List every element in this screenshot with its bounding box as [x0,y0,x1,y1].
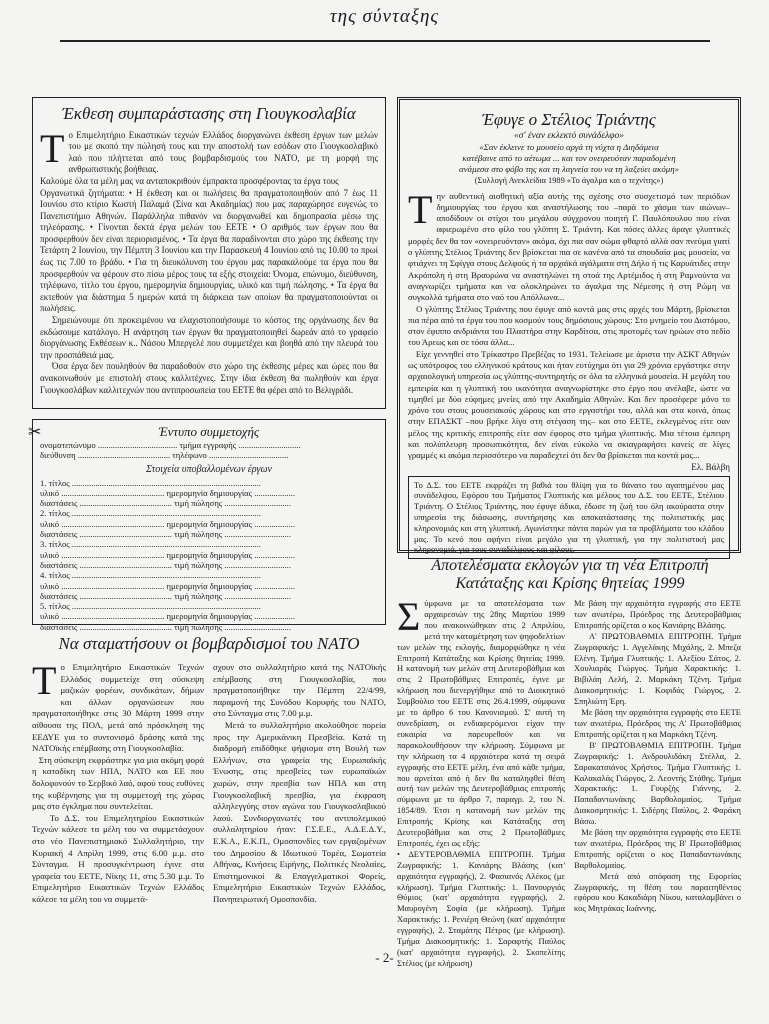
exhibition-paragraph-4: Όσα έργα δεν πουληθούν θα παραδοθούν στο χώρο της έκθεσης μέρες και ώρες που θα ανακοινωθούν με επιστολή στους καλλιτέχνες. Στην ίδια έκθεση θα πωληθούν και έργα Γιουγκοσλάβων καλλιτεχνών που αντιπροσωπεία του ΕΕΤΕ θα φέρει από το Βελιγράδι. [40,361,381,395]
elections-dropcap: Σ [397,594,421,639]
triantis-quote: «Σαν έκλεινε το μουσείο αργά τη νύχτα η Διηδάμεια κατέβαινε από το αέτωμα ... και τον ονειρευόταν παραδομένη ανάμεσα στο φόβο της και τη λαγνεία του να τη λαξεύει ακόμη» [459,141,679,174]
elections-text-2: Με βάση την αρχαιότητα εγγραφής στο ΕΕΤΕ των ανωτέρω, Πρόεδρος της Δευτεροβάθμιας Επιτροπής ορίζεται ο κος Κανιάρης Βλάσης. Α' ΠΡΩΤΟΒΑΘΜΙΑ ΕΠΙΤΡΟΠΗ. Τμήμα Ζωγραφικής: 1. Αγγελάκης Μιχάλης, 2. Μπεζα Ελένη. Τμήμα Γλυπτικής: 1. Αλεξίου Σάτος, 2. Χουλιαράς Γιώργος. Τμήμα Χαρακτικής: 1. Βιβιλάη Λελή, 2. Μαρκάκη Τζένη. Τμήμα Διακοσμητικής: 1. Κοφιδάς Γιώργος, 2. Σπηλιώτη Έρη. Με βάση την αρχαιότητα εγγραφής στο ΕΕΤΕ των ανωτέρω, Πρόεδρος της Α' Πρωτοβάθμιας Επιτροπής ορίζεται η κα Μαρκάκη Τζένη. Β' ΠΡΩΤΟΒΑΘΜΙΑ ΕΠΙΤΡΟΠΗ. Τμήμα Ζωγραφικής: 1. Ανδρουλιδάκη Στέλλα, 2. Σαρακατσιάνος Χρήστος. Τμήμα Γλυπτικής: 1. Καλακαλάς Γιώργος, 2. Λεοντής Στάθης. Τμήμα Χαρακτικής: 1. Γουρζής Γιάννης, 2. Παπαδαντωνάκης Βαρθολομαίος. Τμήμα Διακοσμητικής: 1. Σιδέρης Παύλος, 2. Φαράκη Βάσω. Με βάση την αρχαιότητα εγγραφής στο ΕΕΤΕ των ανωτέρω, Πρόεδρος της Β' Πρωτοβάθμιας Επιτροπής ορίζεται ο κος Παπαδαντωνάκης Βαρθολομαίος. Μετά από απόφαση της Εφορείας Ζωγραφικής, τη θέση του παραιτηθέντος εφόρου κου Κακαδιάρη Νίκου, καταλαμβάνει ο κος Μητράκας Ιωάννης. [574,598,742,914]
form-line[interactable]: ονοματεπώνυμο ..................................... τμήμα εγγραφής ............................. [40,440,301,450]
form-line[interactable]: διαστάσεις ........................................... τιμή πώλησης ............................... [40,559,291,570]
form-line[interactable]: υλικό ................................................ ημερομηνία δημιουργίας ................... [40,549,296,560]
elections-column-1 [397,594,565,968]
exhibition-paragraph-3: Σημειώνουμε ότι προκειμένου να ελαχιστοποιήσουμε το κόστος της οργάνωσης δεν θα εκδώσουμε κατάλογο. Η ανάρτηση των έργων θα πραγματοποιηθεί δωρεάν από το γραφείο διοργάνωσης Εκθέσεων κ.. Νάσου Μπεργελέ που συμμετέχει και βοηθά από την πλευρά του την προσπάθειά μας. [40,315,381,360]
elections-text-1: ύμφωνα με τα αποτελέσματα των αρχαιρεσιών της 28ης Μαρτίου 1999 που ανακοινώθηκαν στις 2 Απριλίου, μετά την καταμέτρηση των ψηφοδελτίων των μελών της εκλογής, διαμορφώθηκε η νέα Επιτροπή Κατάταξης και Κρίσης θητείας 1999. Η κατανομή των μελών στη Δευτεροβάθμια και στις 2 Πρωτοβάθμιες Επιτροπές, έγινε με κλήρωση που διενεργήθηκε από το Διοικητικό Συμβούλιο του ΕΕΤΕ στις 26.4.1999, σύμφωνα με το άρθρο 6 του Κανονισμού. Σ' αυτή τη συνεδρίαση, οι ενδιαφερόμενοι είχαν την ευκαιρία να παρευρεθούν και να παρακολουθήσουν την κλήρωση. Σύμφωνα με την κλήρωση τα 4 αρχαιότερα κατά τη σειρά εγγραφής στο ΕΕΤΕ μέλη, ένα από κάθε τμήμα, που αρνείται από ή δεν θα καταληφθεί θέση αυτή των μελών της Δευτεροβάθμιας επιτροπής σύμφωνα με το άρθρο 7, παραγρ. 2, του Ν. 1854/89. Έτσι η κατανομή των μελών της Επιτροπής Κρίσης και Κατάταξης στη Δευτεροβάθμια και στις 2 Πρωτοβάθμιες Επιτροπές, έχει ως εξής: • ΔΕΥΤΕΡΟΒΑΘΜΙΑ ΕΠΙΤΡΟΠΗ. Τμήμα Ζωγραφικής: 1. Κανιάρης Βλάσης (κατ' αρχαιότητα εγγραφής), 2. Φασιανός Αλέκος (με κλήρωση). Τμήμα Γλυπτικής: 1. Πανουργιάς Θύμιος (κατ' αρχαιότητα εγγραφής), 2. Μαυρογένη Σοφία (με κλήρωση). Τμήμα Χαρακτικής: 1. Ρενιέρη Θεώνη (κατ' αρχαιότητα εγγραφής), 2. Σταμάτης Πέτρος (με κλήρωση). Τμήμα Διακοσμητικής: 1. Σαραφτής Παύλος (κατ' αρχαιότητα εγγραφής), 2. Σκοπελίτης Στέλιος (με κλήρωση) [397,598,565,968]
form-line[interactable]: υλικό ................................................ ημερομηνία δημιουργίας ................... [40,580,296,591]
triantis-quote-source: (Συλλογή Ανεκλείδια 1989 «Το άγαλμα και ο τεχνίτης») [474,175,664,185]
triantis-subtitle: «σ' έναν εκλεκτό συνάδελφο» [514,130,624,141]
exhibition-dropcap: Τ [40,125,65,171]
participation-form [32,419,386,632]
form-subtitle: Στοιχεία υποβαλλομένων έργων [146,463,272,475]
exhibition-paragraph-1: ο Επιμελητήριο Εικαστικών τεχνών Ελλάδος διοργανώνει έκθεση έργων των μελών του με σκοπό την πώλησή τους και την αποστολή των εσόδων στο Γιουγκοσλαβικό λαό που πλήττεται από τους βομβαρδισμούς του ΝΑΤΟ, με τη μορφή της ανθρωπιστικής βοήθειας. [68,129,381,175]
form-line[interactable]: 2. τίτλος ........................................................................................ [40,508,261,519]
form-line[interactable]: διαστάσεις ........................................... τιμή πώλησης ............................... [40,529,291,540]
condolence-text: Το Δ.Σ. του ΕΕΤΕ εκφράζει τη βαθιά του θλίψη για το θάνατο του αγαπημένου μας συνάδελφου, Εφόρου του Τμήματος Γλυπτικής και μέλους του Δ.Σ. του ΕΕΤΕ, Στέλιου Τριάντη. Ο Στέλιος Τριάντης, που έφυγε άδικα, έδωσε τη ζωή του όλη ακούραστα στην υπηρεσία της διάσωσης, συντήρησης και αποκατάστασης της πολιτιστικής μας κληρονομιάς και στη γλυπτική. Αγωνίστηκε πάντα παρών για τα προβλήματα του κλάδου μας. Το κενό που αφήνει είναι μεγάλο για τη γλυπτική, για την πολιτιστική μας κληρονομιά, για τους συναδέλφους και φίλους. [414,479,727,555]
exhibition-article [32,97,386,409]
form-line[interactable]: υλικό ................................................ ημερομηνία δημιουργίας ................... [40,611,296,622]
exhibition-paragraph-2: Καλούμε όλα τα μέλη μας να ανταποκριθούν έμπρακτα προσφέροντας τα έργα τους Οργανωτικά ζητήματα: • Η έκθεση και οι πωλήσεις θα πραγματοποιηθούν από 7 έως 11 Ιουνίου στο κτίριο Κωστή Παλαμά (Σίνα και Ακαδημίας) που μας παραχώρησε ευγενώς το Πανεπιστήμιο Αθηνών. Παράλληλα πιθανόν να διοργανωθεί και δημοπρασία μέσω της τηλεόρασης. • Γίνονται δεκτά έργα μελών του ΕΕΤΕ • Ο αριθμός των έργων που θα προσφερθούν δεν είναι περιορισμένος. • Τα έργα θα παραδίνονται στο χώρο της έκθεσης την Τετάρτη 2 Ιουνίου, την Πέμπτη 3 Ιουνίου και την Παρασκευή 4 Ιουνίου από τις 10.00 το πρωί έως τις 7.00 το βράδυ. • Για τη διευκόλυνση του έργου μας παρακαλούμε τα έργα που θα προσφερθούν να φέρουν στο πίσω μέρος τους τα εξής στοιχεία: Όνομα, επώνυμο, διεύθυνση, τηλέφωνο, τίτλο του έργου, ημερομηνία δημιουργίας, υλικό και τιμή πώλησης. • Τα έργα θα εκτεθούν για διάστημα 5 ημερών κατά τη διάρκεια των οποίων θα πραγματοποιούνται οι πωλήσεις. [40,175,378,314]
scissors-icon: ✂ [28,424,42,441]
form-line[interactable]: 3. τίτλος ........................................................................................ [40,539,261,550]
form-title: Έντυπο συμμετοχής [158,424,260,439]
elections-column-2 [574,598,741,941]
triantis-title: Έφυγε ο Στέλιος Τριάντης [482,110,656,129]
nato-text-2: σχουν στο συλλαλητήριο κατά της ΝΑΤΟϊκής επέμβασης στη Γιουγκοσλαβία, που πραγματοποιήθηκε την Πέμπτη 22/4/99, παραμονή της Συνόδου Κορυφής του ΝΑΤΟ, στο Σύνταγμα στις 7.00 μ.μ. Μετά το συλλαλητήριο ακολούθησε πορεία προς την Αμερικάνικη Πρεσβεία. Κατά τη διαδρομή επιδόθηκε ψήφισμα στη Βουλή των Ελλήνων, στα γραφεία της Ευρωπαϊκής Ένωσης, στις πρεσβείες των ευρωπαϊκών χωρών, στην πρεσβία των ΗΠΑ και στη Γιουγκοσλαβική πρεσβία, για έκφραση αλληλεγγύης στον αγώνα του Γιουγκοσλαβικού λαού. Συνδιοργανωτές του αντιπολεμικού συλλαλητηρίου ήταν: Γ.Σ.Ε.Ε., Α.Δ.Ε.Δ.Υ., Ε.Κ.Α., Ε.Κ.Π., Ομοσπονδίες των εργαζομένων του Δημοσίου & Ιδιωτικού Τομέα, Σωματεία Αθήνας, Κινήσεις Ειρήνης, Πολιτικές Νεολαίες, Επιστημονικοί & Επαγγελματικοί Φορείς, Επιμελητήριο Εικαστικών Τεχνών Ελλάδος, Πανηπειρωτική Ομοσπονδία. [213,662,386,904]
nato-text-1: ο Επιμελητήριο Εικαστικών Τεχνών Ελλάδος συμμετείχε στη σύσκεψη μαζικών φορέων, συνδικάτων, δήμων και άλλων οργανώσεων που πραγματοποιήθηκε στις 30 Μάρτη 1999 στην αίθουσα της ΠΟΛ, μετά από πρόσκληση της ΕΕΔΥΕ για το συντονισμό δράσης κατά της ΝΑΤΟϊκής επέμβασης στη Γιουγκοσλαβία. Στη σύσκεψη εκφράστηκε για μια ακόμη φορά η καταδίκη των ΗΠΑ, ΝΑΤΟ και ΕΕ που δολοφονούν το Σερβικό λαό, αφού τους ευθύνες της κυβέρνησης για τη συμμετοχή της χώρας μας στο έγκλημα που συντελείται. Το Δ.Σ. του Επιμελητηρίου Εικαστικών Τεχνών κάλεσε τα μέλη του να συμμετάσχουν στο νέο Πανεπιστημιακό Συλλαλητήριο, την Κυριακή 4 Απρίλη 1999, στις 6.00 μ.μ. στο Σύνταγμα. Η προσυγκέντρωση έγινε στα γραφεία του ΕΕΤΕ, Νίκης 11, στις 5.30 μ.μ. Το Επιμελητήριο Εικαστικών Τεχνών Ελλάδος κάλεσε τα μέλη του να συμμετά- [32,662,204,904]
triantis-article [397,97,741,553]
nato-dropcap: Τ [32,658,57,703]
exhibition-title: Έκθεση συμπαράστασης στη Γιουγκοσλαβία [62,104,356,123]
header-rule [60,40,710,42]
form-line[interactable]: υλικό ................................................ ημερομηνία δημιουργίας ................... [40,518,296,529]
form-line[interactable]: διαστάσεις ........................................... τιμή πώλησης ............................... [40,621,291,632]
elections-title: Αποτελέσματα εκλογών για τη νέα Επιτροπή Κατάταξης και Κρίσης θητείας 1999 [431,557,709,593]
page-number: - 2- [375,950,394,965]
triantis-condolence-note [408,476,730,560]
triantis-body: ην αυθεντική αισθητική αξία αυτής της σχέσης στο συσχετισμό των περιόδων δημιουργίας του έργου και αναστήλωσης του –παρά το χάσμα των αιώνων– αποδίδουν οι στίχοι του μεγάλου σύγχρονου ποιητή Γ. Παυλόπουλου που είναι αφιερωμένο στο φίλο του γλύπτη Σ. Τριάντη. Και πόσες άλλες άραγε γλυπτικές μορφές δεν θα τον «ονειρευόνταν» ακόμα, όχι πια σαν σώμα φθαρτό αλλά σαν πνεύμα γιατί ο γλύπτης Στέλιος Τριάντης δεν βρίσκεται πια σε κανένα από τα σπουδαία μας μουσεία, να φτιάχνει τη Σφίγγα στους Δελφούς ή τα αρχαϊκά αγάλματα στη Δήλο ή τις Καρυάτιδες στην Ακρόπολη ή στη Βραυρώνα να αναστηλώνει τη στοά της Αρτέμιδος ή στη Ραμνούντα να αναγνωρίζει τμήματα και να ολοκληρώνει το άγαλμα της Νέμεσης ή στη Ρώμη να συγκολλά τμήματα στο ναό του Απόλλωνα... Ο γλύπτης Στέλιος Τριάντης που έφυγε από κοντά μας στις αρχές του Μάρτη, βρίσκεται πια πέρα από τα έργα του που κοσμούν τους δημόσιους χώρους: Στο μνημείο του Διστόμου, στον έφιππο ανδριάντα του Πλαστήρα στην Καρδίτσα, στις προτομές των ηρώων στο πεδίο του Άρεως και σε τόσα άλλα... Είχε γεννηθεί στο Τρίκαστρο Πρεβέζας το 1931. Τελείωσε με άριστα την ΑΣΚΤ Αθηνών ως υπότροφος του ελληνικού κράτους και ήταν ευτύχημα ότι για 29 χρόνια εργάστηκε στην αρχαιολογική υπηρεσία ως γλύπτης-συντηρητής σε όλα τα ελληνικά μουσεία. Η μεγάλη του εμπειρία και η γλυπτική του ικανότητα αναγνωρίστηκε στο έργο που ανέλαβε, ώστε να τιμηθεί με δύο εύφημες μνείες από την Ακαδημία Αθηνών. Και δεν προσέφερε μόνο το χρόνο του στους μουσειακούς χώρους και στο εργαστήρι του, αλλά και στα κοινά, όπως στην ΕΠΑΣΚΤ –που βρήκε λίγο στη στέγαση της– και στο ΕΕΤΕ, εκλεγμένος είτε σαν μέλος της κριτικής επιτροπής είτε σαν έφορος στο τμήμα γλυπτικής. Μια τέτοια έμπειρη και πολύπλευρη προσωπικότητα, δεν είναι εύκολο να σκιαγραφήσει κανείς σε λίγες γραμμές κι ακόμα περισσότερο να παραδεχτεί ότι δεν θα βρίσκεται πια κοντά μας... [408,190,731,461]
nato-column-2 [213,662,386,942]
nato-title: Να σταματήσουν οι βομβαρδισμοί του ΝΑΤΟ [58,634,360,653]
section-header: της σύνταξης [329,6,440,27]
form-line[interactable]: διαστάσεις ........................................... τιμή πώλησης ............................... [40,498,291,509]
form-line[interactable]: 1. τίτλος ........................................................................................ [40,477,261,488]
form-line[interactable]: 5. τίτλος ........................................................................................ [40,601,261,612]
triantis-dropcap: Τ [408,186,433,232]
form-line[interactable]: 4. τίτλος ........................................................................................ [40,570,261,581]
form-line[interactable]: διεύθυνση ........................................... τηλέφωνο ..................................... [40,450,289,461]
form-line[interactable]: διαστάσεις ........................................... τιμή πώλησης ............................... [40,590,291,601]
form-line[interactable]: υλικό ................................................ ημερομηνία δημιουργίας ................... [40,487,296,498]
nato-column-1 [32,658,204,942]
triantis-signature: Ελ. Βάλβη [691,461,730,472]
